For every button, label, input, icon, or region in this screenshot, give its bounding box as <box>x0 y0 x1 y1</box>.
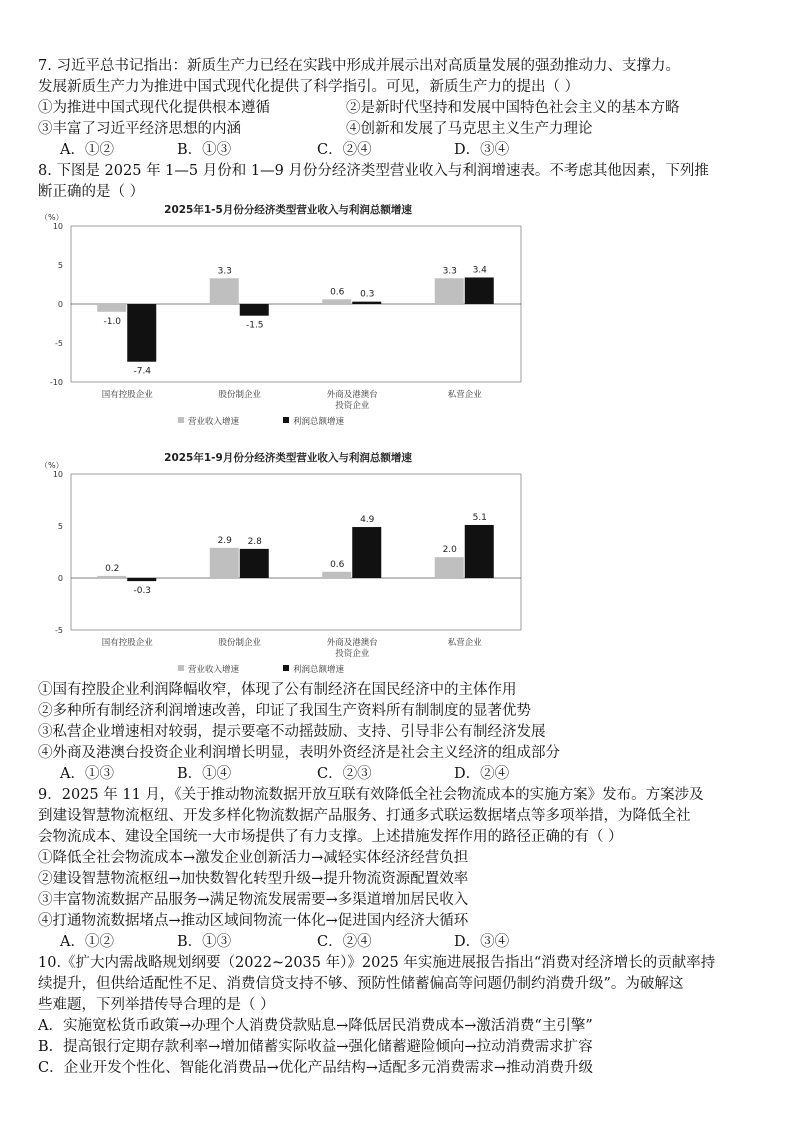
q9-stem-line2: 到建设智慧物流枢纽、开发多样化物流数据产品服务、打通多式联运数据堵点等多项举措，为降低全社 <box>38 808 691 824</box>
q9-option-c[interactable]: C．②④ <box>317 934 372 950</box>
chart0-value-label: -7.4 <box>133 366 152 377</box>
q9-statement-4: ④打通物流数据堵点→推动区域间物流一体化→促进国内经济大循环 <box>38 913 469 929</box>
chart1-bar-profit <box>240 549 269 578</box>
chart1-legend-swatch-revenue <box>178 665 184 671</box>
chart0-bar-profit <box>352 302 381 304</box>
q7-options <box>60 140 534 160</box>
chart1-value-label: 2.0 <box>442 545 457 556</box>
chart1-bar-revenue <box>322 572 351 578</box>
q8-stem-line2: 断正确的是（ ） <box>38 184 145 200</box>
chart0-bar-profit <box>127 304 156 362</box>
q8-statement-4: ④外商及港澳台投资企业利润增长明显，表明外资经济是社会主义经济的组成部分 <box>38 745 560 761</box>
chart0-title: 2025年1-5月份分经济类型营业收入与利润总额增速 <box>164 204 412 216</box>
chart1-bar-revenue <box>435 557 464 578</box>
q7-option-c[interactable]: C．②④ <box>317 142 372 158</box>
chart0-y-unit: （%） <box>40 213 64 222</box>
chart0-bar-revenue <box>210 278 239 304</box>
chart0-category-label: 投资企业 <box>335 401 370 411</box>
q8-stem-line1: 8. 下图是 2025 年 1—5 月份和 1—9 月份分经济类型营业收入与利润增速表。不考虑其他因素，下列推 <box>38 163 709 179</box>
q9-option-b[interactable]: B．①③ <box>177 934 232 950</box>
chart0-category-label: 外商及港澳台 <box>326 390 378 400</box>
chart1-bar-profit <box>465 525 494 578</box>
q8-statement-3: ③私营企业增速相对较弱，提示要毫不动摇鼓励、支持、引导非公有制经济发展 <box>38 724 546 740</box>
chart0-value-label: 3.3 <box>217 266 232 277</box>
chart1-value-label: 0.6 <box>330 559 345 570</box>
chart0-bar-revenue <box>322 299 351 304</box>
chart1-y-tick-label: 5 <box>57 522 63 531</box>
chart0-category-label: 私营企业 <box>447 390 482 400</box>
chart0-value-label: -1.0 <box>103 316 122 327</box>
chart1-category-label: 外商及港澳台 <box>326 638 378 648</box>
chart1-bar-profit <box>352 527 381 578</box>
chart0-y-tick-label: 5 <box>57 261 63 270</box>
chart0-y-tick-label: -10 <box>49 378 63 387</box>
chart0-y-tick-label: 10 <box>52 222 63 231</box>
q10-stem-line1: 10.《扩大内需战略规划纲要（2022~2035 年）》2025 年实施进展报告指出“消费对经济增长的贡献率持 <box>38 955 716 971</box>
q8-statement-2: ②多种所有制经济利润增速改善，印证了我国生产资料所有制制度的显著优势 <box>38 703 531 719</box>
chart1-y-unit: （%） <box>40 461 64 470</box>
q8-option-b[interactable]: B．①④ <box>177 766 232 782</box>
chart-jan-may <box>38 200 538 432</box>
chart1-value-label: 5.1 <box>472 512 487 523</box>
q10-option-a[interactable]: A．实施宽松货币政策→办理个人消费贷款贴息→降低居民消费成本→激活消费“主引擎” <box>38 1018 593 1034</box>
chart0-value-label: 0.3 <box>360 289 375 300</box>
chart0-legend-label-revenue: 营业收入增速 <box>188 417 240 427</box>
chart1-y-tick-label: 10 <box>52 470 63 479</box>
chart1-legend-label-revenue: 营业收入增速 <box>188 665 240 675</box>
q7-stem-line2: 发展新质生产力为推进中国式现代化提供了科学指引。可见，新质生产力的提出（ ） <box>38 79 580 95</box>
q10-option-b[interactable]: B．提高银行定期存款利率→增加储蓄实际收益→强化储蓄避险倾向→拉动消费需求扩容 <box>38 1039 593 1055</box>
q9-option-a[interactable]: A．①② <box>60 934 114 950</box>
chart1-value-label: 2.9 <box>217 535 232 546</box>
chart1-value-label: 0.2 <box>105 563 120 574</box>
q10-stem-line2: 续提升，但供给适配性不足、消费信贷支持不够、预防性储蓄偏高等问题仍制约消费升级”。为破解这 <box>38 976 684 992</box>
chart0-value-label: 0.6 <box>330 287 345 298</box>
chart1-value-label: 4.9 <box>360 515 375 526</box>
chart0-legend-label-profit: 利润总额增速 <box>293 417 345 427</box>
chart0-y-tick-label: 0 <box>57 300 63 309</box>
q7-statement-2: ②是新时代坚持和发展中国特色社会主义的基本方略 <box>346 100 680 116</box>
q8-statement-1: ①国有控股企业利润降幅收窄，体现了公有制经济在国民经济中的主体作用 <box>38 682 517 698</box>
chart-jan-sep <box>38 448 538 680</box>
q9-options <box>60 932 534 952</box>
chart0-category-label: 国有控股企业 <box>101 390 153 400</box>
q9-stem-line3: 会物流成本、建设全国统一大市场提供了有力支撑。上述措施发挥作用的路径正确的有（ ） <box>38 829 623 845</box>
chart1-legend-label-profit: 利润总额增速 <box>293 665 345 675</box>
chart1-legend-swatch-profit <box>283 665 289 671</box>
q10-stem-line3: 些难题，下列举措传导合理的是（ ） <box>38 997 275 1013</box>
chart0-value-label: 3.3 <box>442 266 457 277</box>
chart0-legend-swatch-revenue <box>178 417 184 423</box>
q9-statement-2: ②建设智慧物流枢纽→加快数智化转型升级→提升物流资源配置效率 <box>38 871 469 887</box>
chart1-y-tick-label: 0 <box>57 574 63 583</box>
q7-statement-3: ③丰富了习近平经济思想的内涵 <box>38 121 241 137</box>
q9-stem-line1: 9．2025 年 11 月，《关于推动物流数据开放互联有效降低全社会物流成本的实施方案》发布。方案涉及 <box>38 787 704 803</box>
q9-statement-1: ①降低全社会物流成本→激发企业创新活力→减轻实体经济经营负担 <box>38 850 469 866</box>
chart1-category-label: 投资企业 <box>335 649 370 659</box>
q7-option-d[interactable]: D．③④ <box>454 142 510 158</box>
chart1-y-tick-label: -5 <box>55 626 63 635</box>
q9-statement-3: ③丰富物流数据产品服务→满足物流发展需要→多渠道增加居民收入 <box>38 892 469 908</box>
chart0-bar-profit <box>240 304 269 316</box>
chart1-category-label: 国有控股企业 <box>101 638 153 648</box>
chart0-bar-profit <box>465 277 494 304</box>
q10-option-c[interactable]: C．企业开发个性化、智能化消费品→优化产品结构→适配多元消费需求→推动消费升级 <box>38 1060 594 1076</box>
chart1-title: 2025年1-9月份分经济类型营业收入与利润总额增速 <box>164 452 412 464</box>
q7-statements-row2 <box>38 119 593 139</box>
q8-option-a[interactable]: A．①③ <box>60 766 114 782</box>
q7-statements-row1 <box>38 98 680 118</box>
q7-option-b[interactable]: B．①③ <box>177 142 232 158</box>
chart0-value-label: 3.4 <box>472 265 487 276</box>
chart1-value-label: 2.8 <box>247 536 262 547</box>
chart0-bar-revenue <box>97 304 126 312</box>
q8-option-d[interactable]: D．②④ <box>454 766 510 782</box>
chart0-legend-swatch-profit <box>283 417 289 423</box>
q7-statement-4: ④创新和发展了马克思主义生产力理论 <box>346 121 593 137</box>
chart1-value-label: -0.3 <box>133 586 152 597</box>
chart1-bar-revenue <box>210 548 239 578</box>
q8-options <box>60 764 534 784</box>
q9-option-d[interactable]: D．③④ <box>454 934 510 950</box>
chart1-bar-revenue <box>97 576 126 578</box>
q7-option-a[interactable]: A．①② <box>60 142 114 158</box>
q7-stem-line1: 7. 习近平总书记指出：新质生产力已经在实践中形成并展示出对高质量发展的强劲推动力、支撑力。 <box>38 58 680 74</box>
chart0-value-label: -1.5 <box>245 320 264 331</box>
chart0-category-label: 股份制企业 <box>218 390 262 400</box>
chart0-bar-revenue <box>435 278 464 304</box>
chart1-bar-profit <box>127 578 156 581</box>
q7-statement-1: ①为推进中国式现代化提供根本遵循 <box>38 100 270 116</box>
chart0-y-tick-label: -5 <box>55 339 63 348</box>
chart1-category-label: 私营企业 <box>447 638 482 648</box>
chart1-category-label: 股份制企业 <box>218 638 262 648</box>
q8-option-c[interactable]: C．②③ <box>317 766 372 782</box>
